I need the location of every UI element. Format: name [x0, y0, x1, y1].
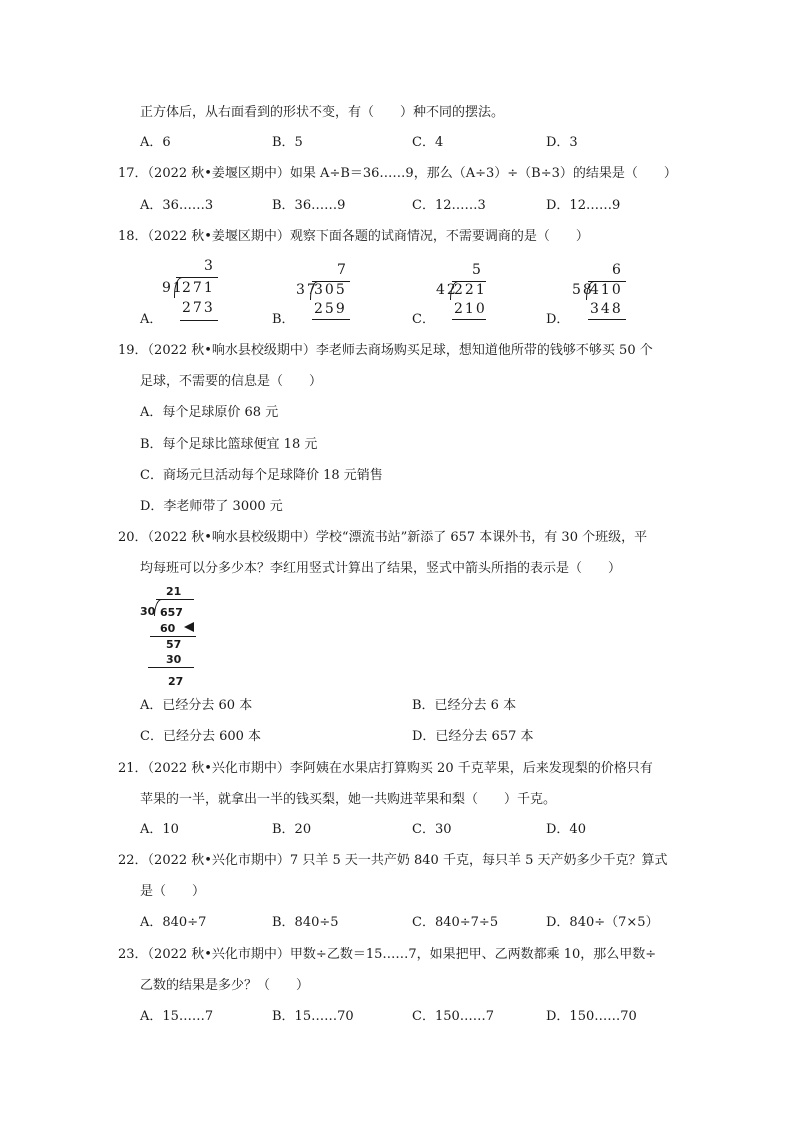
- q23-option-c[interactable]: C．150……7: [412, 1009, 495, 1024]
- q18-b-dividend: 305: [314, 282, 347, 298]
- q17-option-a[interactable]: A．36……3: [140, 198, 214, 213]
- q22-option-d[interactable]: D．840÷（7×5）: [546, 915, 659, 930]
- q22-option-c[interactable]: C．840÷7÷5: [412, 915, 499, 930]
- q18-c-underline: [452, 319, 486, 320]
- q18-c-dividend: 221: [454, 282, 487, 298]
- q18-d-dividend: 410: [590, 282, 623, 298]
- q18-option-a[interactable]: A．: [140, 312, 163, 327]
- q17-option-b[interactable]: B．36……9: [272, 198, 346, 213]
- q23-stem-line2: 乙数的结果是多少？（ ）: [140, 978, 310, 993]
- q19-option-c[interactable]: C．商场元旦活动每个足球降价 18 元销售: [140, 468, 383, 483]
- q20-option-b[interactable]: B．已经分去 6 本: [412, 698, 517, 713]
- q18-c-product: 210: [454, 301, 487, 317]
- q20-divisor: 30: [140, 605, 156, 618]
- q21-stem-line1: 21．（2022 秋•兴化市期中）李阿姨在水果店打算购买 20 千克苹果，后来发现梨的价格只有: [118, 761, 653, 776]
- q18-a-product: 273: [182, 300, 215, 316]
- q18-a-underline: [180, 320, 218, 321]
- q19-option-a[interactable]: A．每个足球原价 68 元: [140, 405, 279, 420]
- q18-c-divisor: 42: [436, 282, 458, 298]
- q18-b-product: 259: [314, 301, 347, 317]
- q19-option-d[interactable]: D．李老师带了 3000 元: [140, 499, 283, 514]
- arrow-left-icon: [184, 622, 194, 632]
- q18-b-underline: [312, 319, 350, 320]
- q19-stem-line1: 19．（2022 秋•响水县校级期中）李老师去商场购买足球，想知道他所带的钱够不够买 50 个: [118, 343, 653, 358]
- q17-option-d[interactable]: D．12……9: [546, 198, 621, 213]
- q16-option-b[interactable]: B．5: [272, 135, 303, 150]
- q18-a-divisor: 91: [162, 280, 184, 296]
- q20-stem-line2: 均每班可以分多少本？李红用竖式计算出了结果，竖式中箭头所指的表示是（ ）: [140, 561, 622, 576]
- q23-option-a[interactable]: A．15……7: [140, 1009, 214, 1024]
- q20-dividend: 657: [160, 606, 183, 619]
- q18-stem: 18．（2022 秋•姜堰区期中）观察下面各题的试商情况，不需要调商的是（ ）: [118, 229, 589, 244]
- q20-step3: 30: [166, 653, 182, 666]
- q20-stem-line1: 20．（2022 秋•响水县校级期中）学校“漂流书站”新添了 657 本课外书，有 30 个班级，平: [118, 530, 648, 545]
- q21-option-d[interactable]: D．40: [546, 822, 586, 837]
- q20-option-c[interactable]: C．已经分去 600 本: [140, 729, 262, 744]
- q23-option-b[interactable]: B．15……70: [272, 1009, 354, 1024]
- q21-option-a[interactable]: A．10: [140, 822, 179, 837]
- q23-stem-line1: 23．（2022 秋•兴化市期中）甲数÷乙数＝15……7，如果把甲、乙两数都乘 10，那么甲数÷: [118, 947, 657, 962]
- q16-option-d[interactable]: D．3: [546, 135, 578, 150]
- q17-stem: 17．（2022 秋•姜堰区期中）如果 A÷B＝36……9，那么（A÷3）÷（B÷3）的结果是（ ）: [118, 166, 677, 181]
- q18-option-d[interactable]: D．: [546, 312, 570, 327]
- q18-option-c[interactable]: C．: [412, 312, 435, 327]
- q22-option-a[interactable]: A．840÷7: [140, 915, 207, 930]
- q21-option-c[interactable]: C．30: [412, 822, 452, 837]
- q20-option-d[interactable]: D．已经分去 657 本: [412, 729, 534, 744]
- q18-d-divisor: 58: [572, 282, 594, 298]
- q22-stem-line2: 是（ ）: [140, 884, 206, 899]
- q18-b-quotient: 7: [337, 262, 348, 278]
- q20-option-a[interactable]: A．已经分去 60 本: [140, 698, 253, 713]
- q22-option-b[interactable]: B．840÷5: [272, 915, 339, 930]
- q18-option-b[interactable]: B．: [272, 312, 295, 327]
- q22-stem-line1: 22．（2022 秋•兴化市期中）7 只羊 5 天一共产奶 840 千克，每只羊 5 天产奶多少千克？算式: [118, 853, 668, 868]
- q19-stem-line2: 足球，不需要的信息是（ ）: [140, 374, 323, 389]
- q18-d-product: 348: [590, 301, 623, 317]
- q19-option-b[interactable]: B．每个足球比篮球便宜 18 元: [140, 437, 318, 452]
- q18-d-underline: [588, 319, 626, 320]
- q18-a-bracket-top: [176, 277, 218, 278]
- q18-c-quotient: 5: [472, 262, 483, 278]
- q18-a-dividend: 271: [182, 280, 215, 296]
- q21-option-b[interactable]: B．20: [272, 822, 312, 837]
- q18-d-quotient: 6: [612, 262, 623, 278]
- q20-step2: 57: [166, 638, 182, 651]
- q20-quotient: 21: [166, 585, 182, 598]
- q20-step1: 60: [160, 622, 176, 635]
- q18-a-quotient: 3: [204, 258, 215, 274]
- q16-option-c[interactable]: C．4: [412, 135, 444, 150]
- q23-option-d[interactable]: D．150……70: [546, 1009, 637, 1024]
- q17-option-c[interactable]: C．12……3: [412, 198, 486, 213]
- q20-underline-2: [148, 667, 194, 668]
- q16-option-a[interactable]: A．6: [140, 135, 171, 150]
- q18-b-divisor: 37: [296, 282, 318, 298]
- q16-stem-continued: 正方体后，从右面看到的形状不变，有（ ）种不同的摆法。: [140, 105, 505, 120]
- q21-stem-line2: 苹果的一半，就拿出一半的钱买梨，她一共购进苹果和梨（ ）千克。: [140, 792, 557, 807]
- q20-remainder: 27: [168, 675, 184, 688]
- q20-underline-1: [150, 636, 196, 637]
